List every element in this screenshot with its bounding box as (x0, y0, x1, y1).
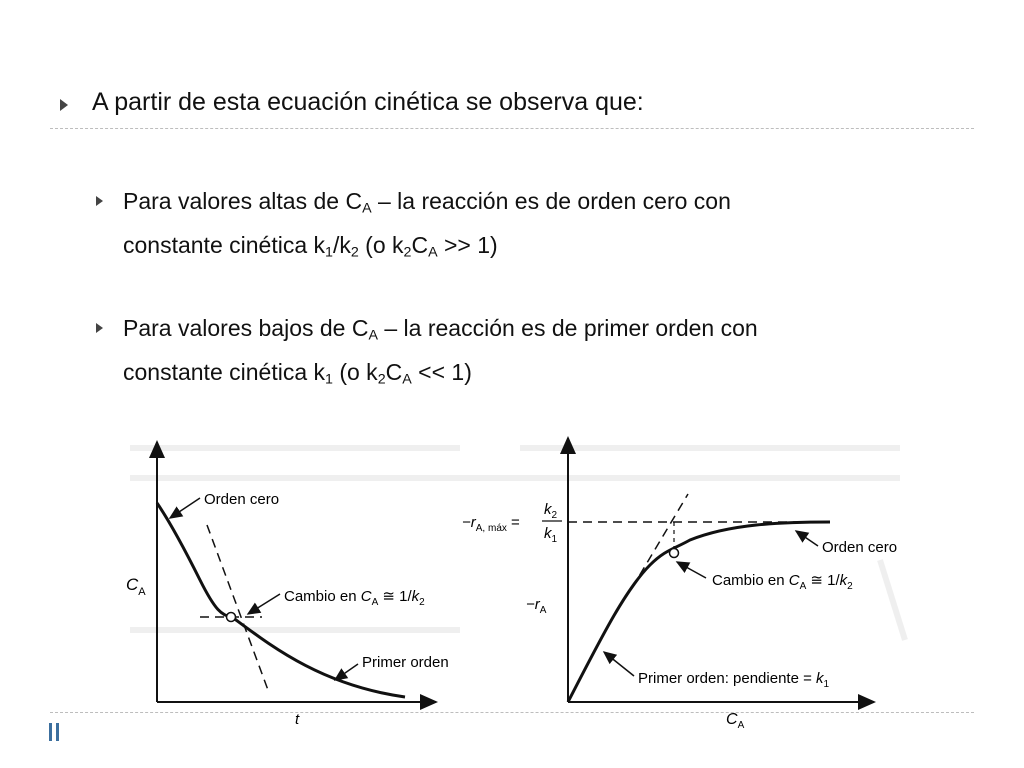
change-point (227, 613, 236, 622)
left-zero-order-label: Orden cero (204, 491, 280, 508)
slide-title: A partir de esta ecuación cinética se observa que: (92, 88, 644, 116)
change-point (670, 549, 679, 558)
bullet-line: Para valores altas de $C_A$ – la reacción es de orden cero con (123, 188, 731, 217)
first-order-pointer (604, 652, 634, 676)
slide-corner-icon (48, 722, 62, 742)
right-x-label: $C_A$ (726, 711, 745, 731)
left-first-order-label: Primer orden (362, 654, 449, 671)
left-plot (126, 442, 449, 728)
right-zero-order-label: Orden cero (822, 539, 898, 556)
frac-numerator: $k_2$ (544, 501, 558, 521)
zero-order-pointer (170, 498, 200, 518)
right-first-order-label: Primer orden: pendiente = $k_1$ (638, 670, 830, 690)
bullet-line: constante cinética $k_1/k_2$ (o $k_2C_A >> 1$) (123, 231, 498, 261)
zero-order-pointer (796, 531, 818, 546)
bullet-line: Para valores bajos de $C_A$ – la reacción es de primer orden con (123, 315, 758, 344)
footer-divider (50, 712, 974, 713)
left-x-label: t (295, 711, 300, 728)
right-change-label: Cambio en $C_A$ ≅ $1/k_2$ (712, 572, 853, 592)
first-order-pointer (335, 664, 358, 680)
frac-denominator: $k_1$ (544, 525, 558, 545)
right-plot (462, 438, 897, 731)
right-y-label: $-r_A$ (526, 596, 547, 616)
change-pointer (248, 594, 280, 614)
left-y-label: $C_A$ (126, 575, 146, 598)
bullet-line: constante cinética $k_1$ (o $k_2C_A << 1$) (123, 358, 472, 388)
scan-background (130, 448, 905, 640)
left-change-label: Cambio en $C_A$ ≅ $1/k_2$ (284, 588, 425, 608)
change-pointer (677, 562, 706, 578)
first-order-tangent (632, 494, 688, 588)
rmax-label: $-r_{A, máx}$ = (462, 514, 520, 534)
